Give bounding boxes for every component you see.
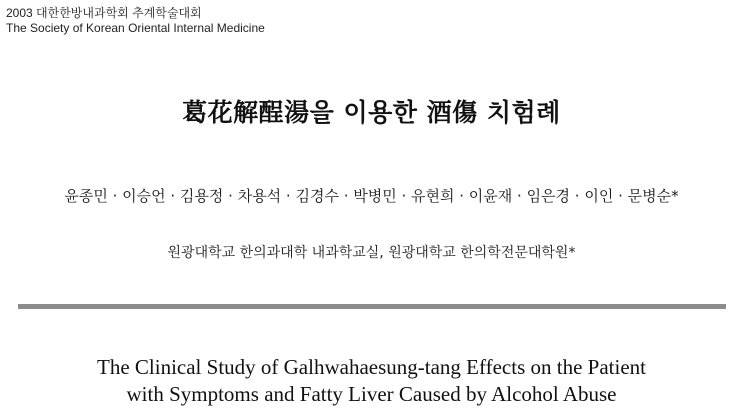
conference-name-korean: 2003 대한한방내과학회 추계학술대회: [6, 6, 202, 20]
society-name-english: The Society of Korean Oriental Internal Medicine: [6, 21, 265, 35]
paper-title-english: [0, 354, 743, 408]
paper-title-korean: 葛花解酲湯을 이용한 酒傷 치험례: [182, 98, 561, 127]
section-divider: [18, 304, 726, 309]
author-affiliation: 원광대학교 한의과대학 내과학교실, 원광대학교 한의학전문대학원*: [167, 245, 576, 261]
paper-title-english-line2: with Symptoms and Fatty Liver Caused by Alcohol Abuse: [126, 382, 617, 406]
conference-header: [6, 6, 265, 36]
paper-title-english-line1: The Clinical Study of Galhwahaesung-tang Effects on the Patient: [97, 355, 646, 379]
author-list: 윤종민 · 이승언 · 김용정 · 차용석 · 김경수 · 박병민 · 유현희 · 이윤재 · 임은경 · 이인 · 문병순*: [64, 187, 679, 205]
